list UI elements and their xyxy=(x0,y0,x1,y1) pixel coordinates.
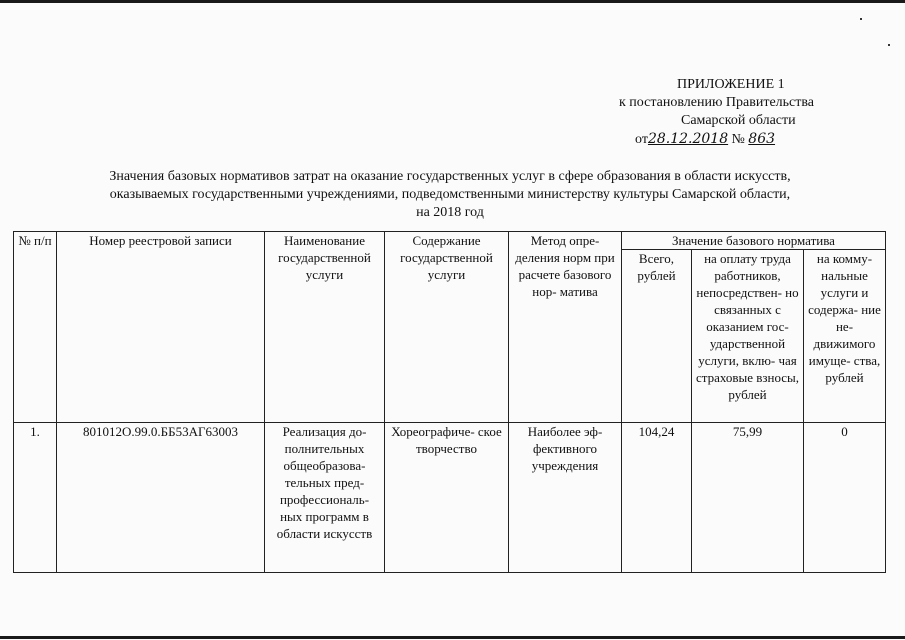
header-service-content: Содержание государственной услуги xyxy=(385,232,509,423)
table-row xyxy=(14,423,886,573)
header-utilities: на комму- нальные услуги и содержа- ние не- движимого имуще- ства, рублей xyxy=(804,250,886,423)
header-num: № п/п xyxy=(14,232,57,423)
header-value-group: Значение базового норматива xyxy=(622,232,886,250)
appendix-date-line xyxy=(600,130,860,149)
cell-method: Наиболее эф- фективного учреждения xyxy=(509,423,622,573)
header-service-name: Наименование государственной услуги xyxy=(265,232,385,423)
handwritten-number: 863 xyxy=(748,131,776,147)
header-total: Всего, рублей xyxy=(622,250,692,423)
scan-border-bottom xyxy=(0,636,905,639)
appendix-header xyxy=(600,76,860,149)
appendix-region: Самарской области xyxy=(681,113,796,128)
cell-registry: 801012О.99.0.ББ53АГ63003 xyxy=(57,423,265,573)
scan-speck xyxy=(860,18,862,20)
appendix-title: ПРИЛОЖЕНИЕ 1 xyxy=(677,77,785,92)
date-prefix: от xyxy=(635,132,648,147)
header-registry: Номер реестровой записи xyxy=(57,232,265,423)
appendix-decree: к постановлению Правительства xyxy=(619,95,815,110)
title-line-3: на 2018 год xyxy=(416,205,484,220)
cell-utilities: 0 xyxy=(804,423,886,573)
document-title xyxy=(50,168,850,222)
cell-total: 104,24 xyxy=(622,423,692,573)
cell-labor: 75,99 xyxy=(692,423,804,573)
cell-service-name: Реализация до- полнительных общеобразова- тельных пред- профессиональ- ных программ в области искусств xyxy=(265,423,385,573)
handwritten-date: 28.12.2018 xyxy=(647,131,729,147)
cell-service-content: Хореографиче- ское творчество xyxy=(385,423,509,573)
title-line-1: Значения базовых нормативов затрат на оказание государственных услуг в сфере образования в области искусств, xyxy=(109,169,791,184)
header-labor: на оплату труда работников, непосредствен- но связанных с оказанием гос- ударственной услуги, вклю- чая страховые взносы, рублей xyxy=(692,250,804,423)
scan-speck xyxy=(888,44,890,46)
norms-table xyxy=(13,231,886,573)
header-method: Метод опре- деления норм при расчете базового нор- матива xyxy=(509,232,622,423)
title-line-2: оказываемых государственными учреждениями, подведомственными министерству культуры Самарской области, xyxy=(109,187,791,202)
number-prefix: № xyxy=(731,132,745,147)
scan-border-top xyxy=(0,0,905,3)
cell-num: 1. xyxy=(14,423,57,573)
